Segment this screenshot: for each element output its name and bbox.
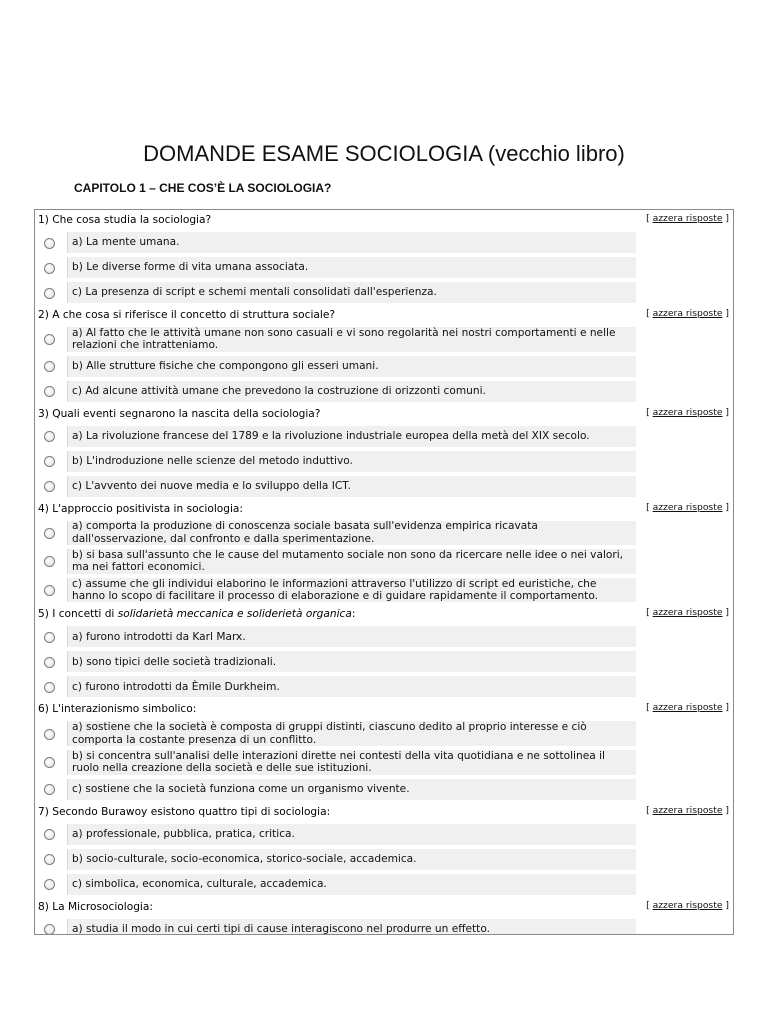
chapter-title: CAPITOLO 1 – CHE COS’È LA SOCIOLOGIA? [74, 181, 332, 195]
reset-answers-link[interactable]: [ azzera risposte ] [646, 899, 729, 911]
answer-option [35, 325, 733, 354]
question-header [35, 499, 733, 519]
answer-option [35, 872, 733, 897]
answer-text: c) La presenza di script e schemi mentali consolidati dall'esperienza. [72, 286, 437, 299]
answer-option [35, 576, 733, 605]
radio-button[interactable] [44, 456, 55, 467]
answer-option [35, 649, 733, 674]
answer-text-box [67, 282, 636, 303]
reset-answers-label: azzera risposte [652, 406, 723, 418]
answer-option [35, 354, 733, 379]
question-text-end: : [351, 608, 356, 621]
answer-option [35, 777, 733, 802]
reset-answers-link[interactable]: [ azzera risposte ] [646, 607, 729, 619]
answer-text-box [67, 327, 636, 352]
answer-option [35, 547, 733, 576]
answer-text: b) L'indroduzione nelle scienze del metodo induttivo. [72, 454, 353, 467]
answer-option [35, 917, 733, 935]
question-header [35, 897, 733, 917]
answer-text-box [67, 750, 636, 775]
question-header [35, 404, 733, 424]
quiz-panel [34, 209, 734, 935]
reset-answers-label: azzera risposte [652, 308, 723, 319]
answer-text-box [67, 849, 636, 870]
answer-text: a) furono introdotti da Karl Marx. [72, 630, 246, 643]
radio-button[interactable] [44, 263, 55, 274]
answer-text-box [67, 257, 636, 278]
answer-text: b) Alle strutture fisiche che compongono gli esseri umani. [72, 359, 379, 372]
answer-text-box [67, 451, 636, 472]
answer-text-box [67, 578, 636, 603]
answer-text: b) si concentra sull'analisi delle interazioni dirette nei contesti della vita quotidiana e ne sottolinea il ruolo nella creazione della società e delle sue istituzioni. [72, 749, 605, 775]
answer-text: a) studia il modo in cui certi tipi di cause interagiscono nel produrre un effetto. [72, 922, 490, 935]
reset-answers-label: azzera risposte [652, 607, 723, 619]
radio-button[interactable] [44, 682, 55, 693]
answer-text: c) Ad alcune attività umane che prevedono la costruzione di orizzonti comuni. [72, 384, 486, 397]
question-text: 8) La Microsociologia: [38, 900, 153, 913]
answer-text-box [67, 874, 636, 895]
answer-text-box [67, 426, 636, 447]
answer-option [35, 674, 733, 699]
answer-option [35, 822, 733, 847]
radio-button[interactable] [44, 431, 55, 442]
answer-text-box [67, 779, 636, 800]
radio-button[interactable] [44, 334, 55, 345]
answer-text: c) sostiene che la società funziona come un organismo vivente. [72, 782, 410, 795]
answer-text: a) sostiene che la società è composta di gruppi distinti, ciascuno dedito al proprio interesse e ciò comporta la costante presenza di un conflitto. [72, 721, 587, 746]
question-text: 1) Che cosa studia la sociologia? [38, 214, 212, 226]
question-header [35, 802, 733, 822]
question-header [35, 699, 733, 719]
question-header [35, 305, 733, 325]
answer-text-box [67, 721, 636, 746]
answer-text-box [67, 381, 636, 402]
question-text: 2) A che cosa si riferisce il concetto di struttura sociale? [38, 309, 335, 321]
answer-option [35, 379, 733, 404]
question-text: 7) Secondo Burawoy esistono quattro tipi di sociologia: [38, 805, 331, 818]
answer-text: b) sono tipici delle società tradizionali. [72, 655, 277, 668]
answer-option [35, 719, 733, 748]
answer-text-box [67, 919, 636, 935]
answer-text: a) comporta la produzione di conoscenza sociale basata sull'evidenza empirica ricavata dall'osservazione, dal confronto e dalla sperimentazione. [72, 520, 538, 545]
question-header [35, 210, 733, 230]
radio-button[interactable] [44, 924, 55, 935]
answer-text-box [67, 626, 636, 647]
answer-text: c) furono introdotti da Èmile Durkheim. [72, 680, 280, 693]
radio-button[interactable] [44, 829, 55, 840]
answer-text: a) La rivoluzione francese del 1789 e la rivoluzione industriale europea della metà del XIX secolo. [72, 429, 590, 442]
question-text: 4) L'approccio positivista in sociologia: [38, 502, 243, 515]
radio-button[interactable] [44, 879, 55, 890]
answer-text: c) simbolica, economica, culturale, accademica. [72, 877, 327, 890]
answer-text-box [67, 824, 636, 845]
radio-button[interactable] [44, 854, 55, 865]
answer-text-box [67, 521, 636, 546]
radio-button[interactable] [44, 288, 55, 299]
answer-option [35, 255, 733, 280]
question-text: 3) Quali eventi segnarono la nascita della sociologia? [38, 407, 321, 420]
radio-button[interactable] [44, 556, 55, 567]
radio-button[interactable] [44, 386, 55, 397]
reset-answers-label: azzera risposte [652, 501, 723, 513]
radio-button[interactable] [44, 757, 55, 768]
answer-text: a) professionale, pubblica, pratica, critica. [72, 827, 295, 840]
answer-option [35, 230, 733, 255]
answer-text-box [67, 651, 636, 672]
question-text: 6) L'interazionismo simbolico: [38, 703, 197, 716]
radio-button[interactable] [44, 657, 55, 668]
reset-answers-link[interactable]: [ azzera risposte ] [646, 213, 729, 224]
reset-answers-link[interactable]: [ azzera risposte ] [646, 308, 729, 319]
radio-button[interactable] [44, 784, 55, 795]
answer-option [35, 424, 733, 449]
answer-text: c) assume che gli individui elaborino le informazioni attraverso l'utilizzo di script ed euristiche, che hanno lo scopo di facilitare il processo di elaborazione e di guidare rapidamente il comportamento. [72, 577, 598, 603]
question-text-start: 5) I concetti di [38, 608, 118, 621]
answer-text-box [67, 676, 636, 697]
document-title: DOMANDE ESAME SOCIOLOGIA (vecchio libro) [143, 141, 625, 166]
reset-answers-link[interactable]: [ azzera risposte ] [646, 702, 729, 714]
answer-text: a) La mente umana. [72, 236, 180, 249]
question-text-italic: solidarietà meccanica e soliderietà organica [117, 608, 352, 621]
answer-option [35, 624, 733, 649]
answer-option [35, 847, 733, 872]
answer-option [35, 449, 733, 474]
radio-button[interactable] [44, 528, 55, 539]
answer-option [35, 519, 733, 548]
answer-option [35, 748, 733, 777]
radio-button[interactable] [44, 361, 55, 372]
reset-answers-label: azzera risposte [652, 702, 723, 714]
reset-answers-label: azzera risposte [652, 899, 723, 911]
question-text [38, 607, 355, 621]
answer-text: a) Al fatto che le attività umane non sono casuali e vi sono regolarità nei nostri comportamenti e nelle relazioni che intratteniamo. [72, 326, 616, 352]
answer-text-box [67, 476, 636, 497]
reset-answers-link[interactable]: [ azzera risposte ] [646, 501, 729, 513]
reset-answers-link[interactable]: [ azzera risposte ] [646, 804, 729, 816]
answer-option [35, 280, 733, 305]
radio-button[interactable] [44, 632, 55, 643]
answer-text-box [67, 356, 636, 377]
answer-text: b) Le diverse forme di vita umana associata. [72, 261, 309, 274]
reset-answers-link[interactable]: [ azzera risposte ] [646, 406, 729, 418]
question-header [35, 604, 733, 624]
reset-answers-label: azzera risposte [652, 804, 723, 816]
radio-button[interactable] [44, 729, 55, 740]
answer-text-box [67, 232, 636, 253]
radio-button[interactable] [44, 238, 55, 249]
answer-text-box [67, 549, 636, 574]
answer-text: c) L'avvento dei nuove media e lo sviluppo della ICT. [72, 479, 351, 492]
radio-button[interactable] [44, 481, 55, 492]
answer-text: b) si basa sull'assunto che le cause del mutamento sociale non sono da ricercare nelle idee o nei valori, ma nei fattori economici. [72, 548, 624, 574]
answer-option [35, 474, 733, 499]
radio-button[interactable] [44, 585, 55, 596]
reset-answers-label: azzera risposte [652, 213, 723, 224]
answer-text: b) socio-culturale, socio-economica, storico-sociale, accademica. [72, 852, 417, 865]
